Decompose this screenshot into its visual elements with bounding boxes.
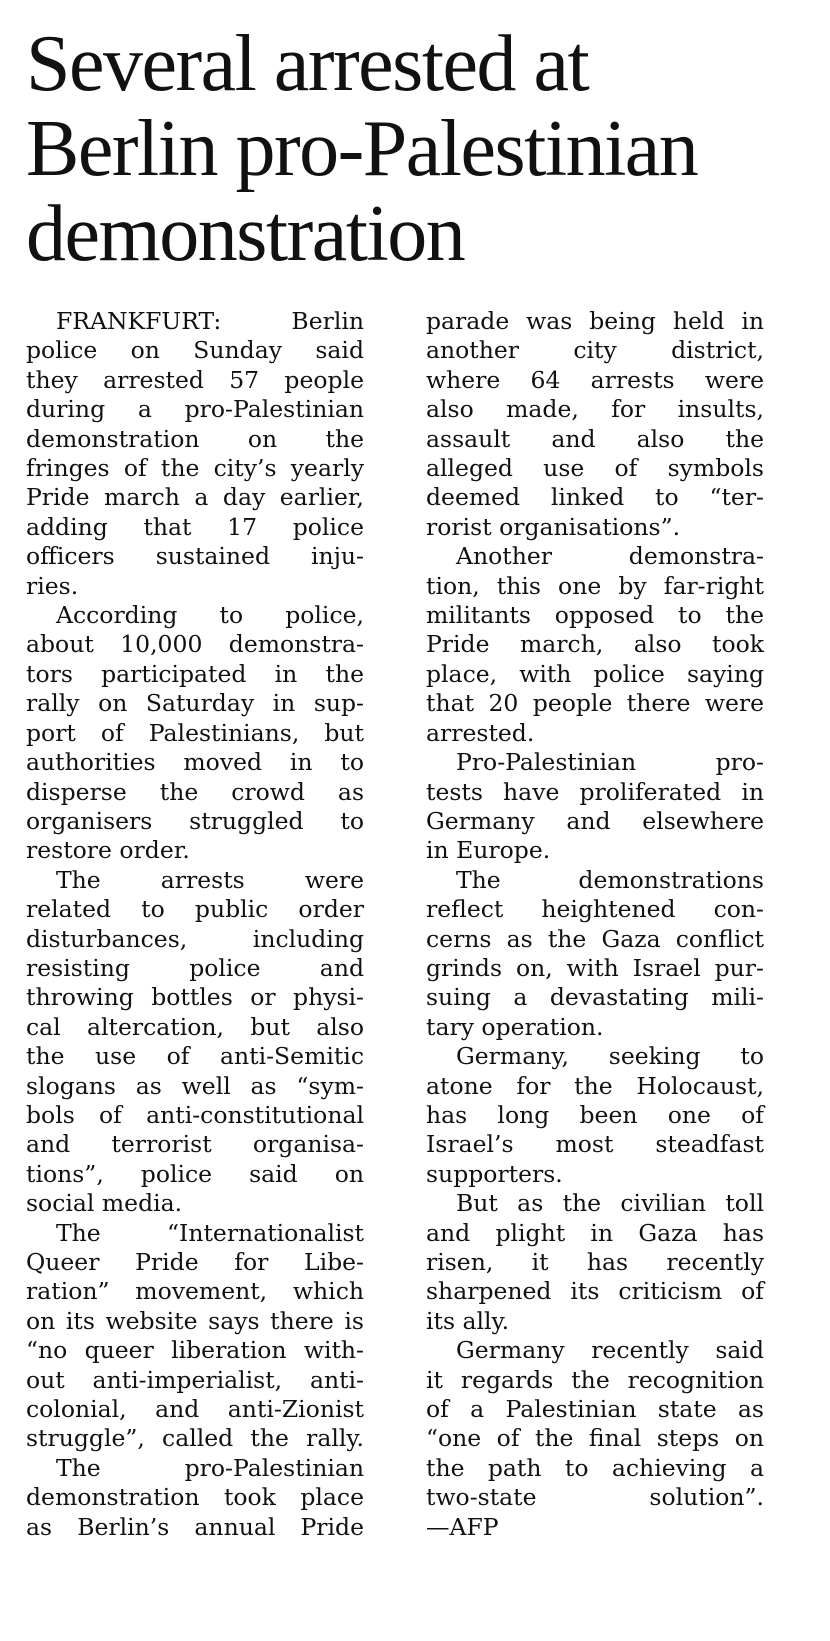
body-line: Another demonstra- [456,542,764,571]
body-line: on its website says there is [26,1306,364,1335]
headline-line: Berlin pro-Palestinian [26,105,698,193]
body-line: reflect heightened con- [426,895,764,924]
body-line: ries. [26,571,79,600]
body-line: suing a devastating mili- [426,983,764,1012]
body-line: the path to achieving a [426,1453,764,1482]
body-line: tors participated in the [26,659,364,688]
body-line: its ally. [426,1306,510,1335]
body-line: organisers struggled to [26,806,364,835]
body-line: resisting police and [26,953,364,982]
body-line: demonstration took place [26,1483,364,1512]
body-line: in Europe. [426,836,551,865]
body-line: disperse the crowd as [26,777,364,806]
right-column [426,307,764,1542]
body-line: Queer Pride for Libe- [26,1248,364,1276]
body-line: colonial, and anti-Zionist [26,1395,364,1424]
body-line: cerns as the Gaza conflict [426,924,764,953]
body-line: Pride march, also took [426,630,764,659]
body-line: that 20 people there were [426,689,764,718]
body-line: tions”, police said on [26,1159,364,1188]
body-line: tion, this one by far-right [426,571,764,600]
body-line: authorities moved in to [26,748,364,777]
body-line: adding that 17 police [26,512,364,541]
body-line: place, with police saying [426,659,764,688]
body-line: sharpened its criticism of [426,1277,764,1306]
body-line: out anti-imperialist, anti- [26,1365,364,1394]
body-line: atone for the Holocaust, [426,1071,764,1100]
body-line: they arrested 57 people [26,365,364,394]
body-line: tary operation. [426,1012,604,1041]
body-line: Germany, seeking to [456,1042,764,1071]
body-line: demonstration on the [26,424,364,453]
body-line: the use of anti-Semitic [26,1042,364,1071]
body-line: arrested. [426,718,535,747]
body-line: alleged use of symbols [426,454,764,483]
body-line: “no queer liberation with- [26,1336,364,1365]
body-line: rorist organisations”. [426,512,681,541]
body-line: Germany recently said [456,1336,764,1365]
body-line: FRANKFURT: Berlin [56,307,364,335]
body-line: According to police, [56,601,364,630]
body-line: grinds on, with Israel pur- [426,953,764,982]
body-line: Pride march a day earlier, [26,483,364,512]
headline [26,22,816,277]
byline: —AFP [426,1512,499,1541]
body-line: officers sustained inju- [26,542,364,571]
body-line: bols of anti-constitutional [26,1100,364,1129]
body-line: social media. [26,1189,183,1218]
body-line: deemed linked to “ter- [426,483,764,512]
body-line: during a pro-Palestinian [26,395,364,424]
body-line: slogans as well as “sym- [26,1071,364,1100]
body-line: two-state solution”. [426,1483,764,1512]
body-line: of a Palestinian state as [426,1395,764,1424]
body-line: fringes of the city’s yearly [26,454,364,483]
body-line: The pro-Palestinian [56,1453,364,1482]
body-line: cal altercation, but also [26,1012,364,1041]
headline-line: demonstration [26,190,465,278]
body-line: and terrorist organisa- [26,1130,364,1159]
body-line: The demonstrations [456,865,764,894]
body-line: another city district, [426,336,764,365]
body-line: Pro-Palestinian pro- [456,748,764,777]
body-line: related to public order [26,895,364,924]
body-line: risen, it has recently [426,1248,764,1276]
body-line: also made, for insults, [426,395,764,424]
body-line: has long been one of [426,1100,764,1129]
body-line: as Berlin’s annual Pride [26,1512,364,1541]
body-line: and plight in Gaza has [426,1218,764,1247]
body-line: The “Internationalist [56,1218,364,1247]
body-line: parade was being held in [426,307,764,335]
body-line: port of Palestinians, but [26,718,364,747]
body-line: throwing bottles or physi- [26,983,364,1012]
body-line: Israel’s most steadfast [426,1130,764,1159]
body-line: restore order. [26,836,190,865]
body-line: police on Sunday said [26,336,364,365]
body-line: it regards the recognition [426,1365,764,1394]
body-line: where 64 arrests were [426,365,764,394]
body-line: ration” movement, which [26,1277,364,1306]
headline-line: Several arrested at [26,20,589,108]
body-line: militants opposed to the [426,601,764,630]
body-line: disturbances, including [26,924,364,953]
body-line: tests have proliferated in [426,777,764,806]
left-column [26,307,364,1542]
body-line: But as the civilian toll [456,1189,764,1218]
body-line: assault and also the [426,424,764,453]
body-line: The arrests were [56,865,364,894]
body-line: Germany and elsewhere [426,806,764,835]
body-line: “one of the final steps on [426,1424,764,1453]
body-line: supporters. [426,1159,563,1188]
body-line: about 10,000 demonstra- [26,630,364,659]
body-line: struggle”, called the rally. [26,1424,364,1453]
body-line: rally on Saturday in sup- [26,689,364,718]
